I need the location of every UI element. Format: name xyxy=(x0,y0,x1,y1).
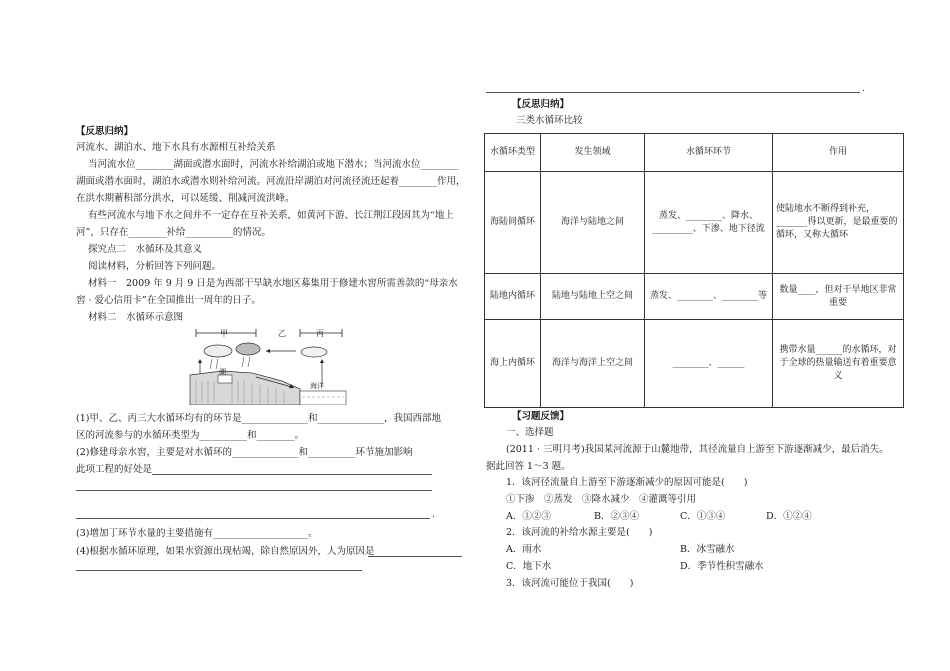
q2-answer-line-2 xyxy=(76,490,432,491)
table-cell: 使陆地水不断得到补充，_______得以更新，是最重要的循环，又称大循环 xyxy=(773,172,904,274)
q4-answer-line-1 xyxy=(368,556,462,557)
intro-line-2: 据此回答 1～3 题。 xyxy=(486,461,571,472)
q2-answer-line-3 xyxy=(76,518,430,519)
lake-shape xyxy=(218,375,232,383)
question-2-line-1: (2)修建母亲水窖，主要是对水循环的______________和__________环节施加影响 xyxy=(76,447,413,458)
table-row xyxy=(485,172,904,274)
explore-heading: 探究点二 水循环及其意义 xyxy=(88,244,203,255)
label-yi: 乙 xyxy=(278,329,286,338)
water-cycle-diagram xyxy=(182,325,352,405)
answer-line-top xyxy=(486,92,860,93)
section-title: 一、选择题 xyxy=(506,427,554,438)
sea-shape xyxy=(300,391,346,405)
rain-1 xyxy=(210,359,212,369)
transport-arrow-head xyxy=(266,349,270,353)
left-subtitle: 河流水、湖泊水、地下水具有水源相互补给关系 xyxy=(76,142,276,153)
mc-q1-option-c[interactable]: C．①③④ xyxy=(680,511,726,522)
table-title: 三类水循环比较 xyxy=(516,115,583,126)
question-4: (4)根据水循环原理，如果水资源出现枯竭，除自然原因外，人为原因是 xyxy=(76,546,375,557)
mc-question-3: 3．该河流可能位于我国( ) xyxy=(506,578,634,589)
rain-3 xyxy=(242,357,244,367)
mc-q1-options: ①下渗 ②蒸发 ③降水减少 ④灌溉等引用 xyxy=(506,494,697,505)
q2-answer-line-1 xyxy=(152,474,432,475)
header-cell: 水循环环节 xyxy=(645,134,773,172)
evap-arrow-sea-head xyxy=(320,359,324,363)
mc-q2-option-b[interactable]: B．冰雪融水 xyxy=(680,544,735,555)
table-cell: 海洋与陆地之间 xyxy=(541,172,645,274)
left-para-1: 当河流水位________湖面或潜水面时，河流水补给湖泊或地下潜水；当河流水位________ xyxy=(88,159,459,170)
mc-question-2: 2．该河流的补给水源主要是( ) xyxy=(506,527,653,538)
table-cell: 海洋与海洋上空之间 xyxy=(541,320,645,408)
table-row xyxy=(485,320,904,408)
label-lake: 湖 xyxy=(219,368,226,376)
mc-question-1: 1．该河径流量自上游至下游逐渐减少的原因可能是( ) xyxy=(506,477,748,488)
material-2-title: 材料二 水循环示意图 xyxy=(88,312,184,323)
table-row xyxy=(485,274,904,320)
left-para-4: 有些河流水与地下水之间并不一定存在互补关系，如黄河下游、长江荆江段因其为“地上 xyxy=(88,210,454,221)
table-cell: 海上内循环 xyxy=(485,320,541,408)
land-shape xyxy=(190,371,300,405)
left-para-3: 在洪水期蓄积部分洪水，可以延缓、削减河流洪峰。 xyxy=(76,193,295,204)
table-header-row xyxy=(485,134,904,172)
q4-answer-line-2 xyxy=(76,570,362,571)
cloud-middle xyxy=(236,343,260,355)
mc-q2-option-c[interactable]: C．地下水 xyxy=(506,561,552,572)
rain-2 xyxy=(216,359,218,369)
header-cell: 发生领域 xyxy=(541,134,645,172)
material-1-line-2: 窖 · 爱心信用卡”在全国推出一周年的日子。 xyxy=(76,295,261,306)
q2-answer-dot: . xyxy=(432,509,436,520)
answer-line-top-dot: . xyxy=(862,83,866,94)
table-cell: 蒸发、________、降水、_________、下渗、地下径流 xyxy=(645,172,773,274)
mc-q1-option-b[interactable]: B．②③④ xyxy=(594,511,639,522)
label-ocean: 海洋 xyxy=(310,382,324,390)
evap-arrow-land-head xyxy=(198,359,202,363)
table-cell: 陆地内循环 xyxy=(485,274,541,320)
mc-q1-option-a[interactable]: A．①②③ xyxy=(506,511,551,522)
mc-q2-option-a[interactable]: A．雨水 xyxy=(506,544,542,555)
question-3: (3)增加丁环节水量的主要措施有____________________。 xyxy=(76,528,318,539)
table-cell: 海陆间循环 xyxy=(485,172,541,274)
cloud-left xyxy=(204,345,232,357)
water-cycle-table xyxy=(484,133,904,408)
mc-q2-option-d[interactable]: D．季节性积雪融水 xyxy=(680,561,764,572)
label-jia: 甲 xyxy=(220,329,228,338)
label-bing: 丙 xyxy=(316,329,324,338)
mc-q1-option-d[interactable]: D．①②④ xyxy=(766,511,812,522)
material-1-line-1: 材料一 2009 年 9 月 9 日是为西部干旱缺水地区募集用于修建水窖所需善款的“母亲水 xyxy=(88,278,458,289)
question-1-line-2: 区的河流参与的水循环类型为__________和________。 xyxy=(76,430,305,441)
exercise-title: 【习题反馈】 xyxy=(512,411,570,422)
left-para-2: 湖面或潜水面时，湖泊水或潜水则补给河流。河流沿岸湖泊对河流径流还起着________作用， xyxy=(76,176,466,187)
table-cell: 携带水量______的水循环，对于全球的热量输送有着重要意义 xyxy=(773,320,904,408)
question-2-line-2: 此项工程的好处是 xyxy=(76,464,153,475)
left-reflect-title: 【反思归纳】 xyxy=(76,126,134,137)
rain-4 xyxy=(248,357,250,367)
right-reflect-title: 【反思归纳】 xyxy=(512,99,570,110)
read-instruction: 阅读材料，分析回答下列问题。 xyxy=(88,261,222,272)
header-cell: 作用 xyxy=(773,134,904,172)
table-cell: 数量____，但对干旱地区非常重要 xyxy=(773,274,904,320)
intro-line-1: (2011 · 三明月考)我国某河流源于山麓地带，其径流量自上游至下游逐渐减少，最后消失。 xyxy=(506,444,889,455)
header-cell: 水循环类型 xyxy=(485,134,541,172)
table-cell: 陆地与陆地上空之间 xyxy=(541,274,645,320)
question-1-line-1: (1)甲、乙、丙三大水循环均有的环节是______________和______________，我国西部地 xyxy=(76,413,441,424)
table-cell: ________、______ xyxy=(645,320,773,408)
left-para-5: 河”，只存在________补给__________的情况。 xyxy=(76,227,271,238)
table-cell: 蒸发、________、________等 xyxy=(645,274,773,320)
cloud-right xyxy=(301,347,327,357)
